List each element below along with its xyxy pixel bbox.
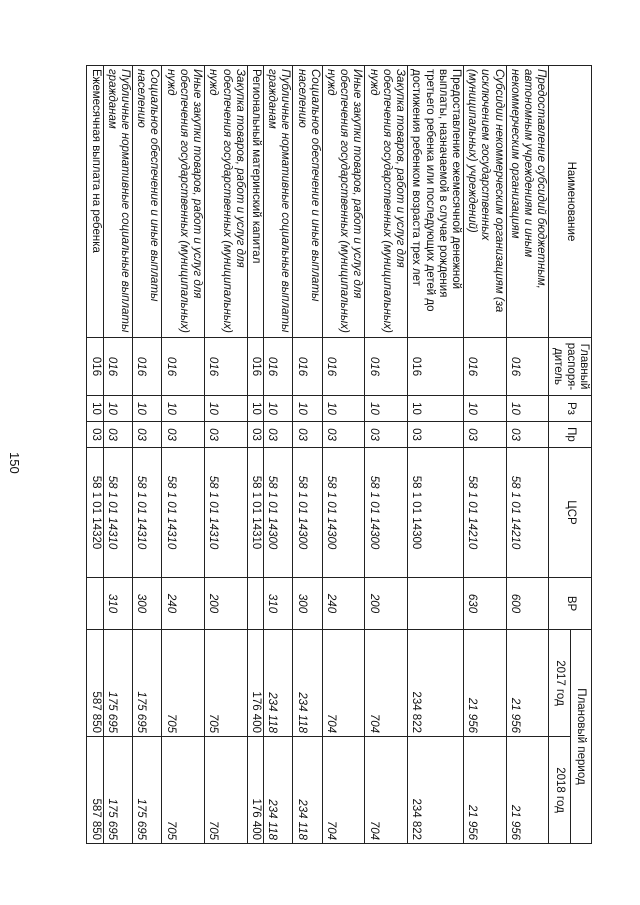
table-row xyxy=(103,66,132,844)
table-row xyxy=(133,66,162,844)
cell-name: Ежемесячная выплата на ребенка xyxy=(87,66,103,338)
cell-name: Региональный материнский капитал xyxy=(247,66,263,338)
header-csr: ЦСР xyxy=(549,448,592,578)
cell-value-2018: 705 xyxy=(205,737,248,844)
cell-value-2017: 234 118 xyxy=(263,630,292,737)
cell-vr xyxy=(87,578,103,630)
cell-value-2018: 175 695 xyxy=(133,737,162,844)
cell-rz: 10 xyxy=(365,396,408,422)
cell-admin: 016 xyxy=(162,338,205,396)
cell-admin: 016 xyxy=(87,338,103,396)
cell-csr: 58 1 01 14300 xyxy=(293,448,322,578)
budget-table xyxy=(86,65,592,844)
header-rz: Рз xyxy=(549,396,592,422)
cell-csr: 58 1 01 14310 xyxy=(205,448,248,578)
table-row xyxy=(506,66,549,844)
cell-csr: 58 1 01 14300 xyxy=(365,448,408,578)
cell-name: Иные закупки товаров, работ и услуг для обеспечения государственных (муниципальных) нужд xyxy=(162,66,205,338)
cell-name: Иные закупки товаров, работ и услуг для обеспечения государственных (муниципальных) нужд xyxy=(322,66,365,338)
table-row xyxy=(408,66,464,844)
cell-name: Предоставление субсидий бюджетным, автономным учреждениям и иным некоммерческим организациям xyxy=(506,66,549,338)
cell-value-2017: 175 695 xyxy=(133,630,162,737)
cell-vr: 300 xyxy=(293,578,322,630)
cell-value-2018: 704 xyxy=(322,737,365,844)
cell-csr: 58 1 01 14320 xyxy=(87,448,103,578)
cell-pr: 03 xyxy=(506,422,549,448)
cell-vr: 600 xyxy=(506,578,549,630)
page-number: 150 xyxy=(7,452,22,474)
cell-value-2018: 587 850 xyxy=(87,737,103,844)
cell-value-2018: 234 118 xyxy=(263,737,292,844)
cell-rz: 10 xyxy=(133,396,162,422)
header-admin: Главный распоря-дитель xyxy=(549,338,592,396)
cell-csr: 58 1 01 14310 xyxy=(162,448,205,578)
table-row xyxy=(247,66,263,844)
cell-vr: 240 xyxy=(162,578,205,630)
cell-value-2018: 176 400 xyxy=(247,737,263,844)
cell-value-2017: 705 xyxy=(205,630,248,737)
table-row xyxy=(162,66,205,844)
cell-csr: 58 1 01 14310 xyxy=(133,448,162,578)
cell-value-2017: 21 956 xyxy=(506,630,549,737)
table-row xyxy=(322,66,365,844)
cell-value-2017: 705 xyxy=(162,630,205,737)
cell-value-2018: 21 956 xyxy=(464,737,507,844)
cell-rz: 10 xyxy=(322,396,365,422)
cell-name: Публичные нормативные социальные выплаты гражданам xyxy=(103,66,132,338)
cell-admin: 016 xyxy=(408,338,464,396)
header-plan-period: Плановый период xyxy=(570,630,591,844)
cell-name: Социальное обеспечение и иные выплаты населению xyxy=(133,66,162,338)
cell-pr: 03 xyxy=(247,422,263,448)
cell-name: Социальное обеспечение и иные выплаты населению xyxy=(293,66,322,338)
cell-value-2017: 176 400 xyxy=(247,630,263,737)
cell-pr: 03 xyxy=(408,422,464,448)
cell-name: Закупка товаров, работ и услуг для обеспечения государственных (муниципальных) нужд xyxy=(205,66,248,338)
cell-pr: 03 xyxy=(133,422,162,448)
cell-csr: 58 1 01 14210 xyxy=(506,448,549,578)
table-row xyxy=(87,66,103,844)
cell-admin: 016 xyxy=(464,338,507,396)
cell-pr: 03 xyxy=(263,422,292,448)
header-name: Наименование xyxy=(549,66,592,338)
cell-admin: 016 xyxy=(293,338,322,396)
cell-admin: 016 xyxy=(103,338,132,396)
cell-admin: 016 xyxy=(247,338,263,396)
cell-vr: 240 xyxy=(322,578,365,630)
cell-rz: 10 xyxy=(87,396,103,422)
cell-name: Предоставление ежемесячной денежной выплаты, назначаемой в случае рождения третьего ребенка или последующих детей до достижения ребенком возраста трех лет xyxy=(408,66,464,338)
cell-name: Субсидии некоммерческим организациям (за исключением государственных (муниципальных) учреждений) xyxy=(464,66,507,338)
cell-csr: 58 1 01 14300 xyxy=(263,448,292,578)
cell-value-2018: 705 xyxy=(162,737,205,844)
cell-admin: 016 xyxy=(133,338,162,396)
cell-rz: 10 xyxy=(205,396,248,422)
cell-value-2017: 704 xyxy=(365,630,408,737)
cell-value-2018: 704 xyxy=(365,737,408,844)
cell-csr: 58 1 01 14210 xyxy=(464,448,507,578)
cell-pr: 03 xyxy=(464,422,507,448)
cell-vr: 630 xyxy=(464,578,507,630)
cell-rz: 10 xyxy=(103,396,132,422)
budget-table-container xyxy=(89,65,592,843)
cell-csr: 58 1 01 14300 xyxy=(322,448,365,578)
cell-vr: 200 xyxy=(365,578,408,630)
table-row xyxy=(263,66,292,844)
cell-pr: 03 xyxy=(162,422,205,448)
cell-pr: 03 xyxy=(103,422,132,448)
cell-value-2017: 234 118 xyxy=(293,630,322,737)
table-row xyxy=(365,66,408,844)
cell-admin: 016 xyxy=(365,338,408,396)
cell-vr: 200 xyxy=(205,578,248,630)
cell-pr: 03 xyxy=(87,422,103,448)
header-pr: Пр xyxy=(549,422,592,448)
cell-value-2017: 587 850 xyxy=(87,630,103,737)
cell-rz: 10 xyxy=(408,396,464,422)
table-row xyxy=(293,66,322,844)
cell-value-2017: 175 695 xyxy=(103,630,132,737)
cell-admin: 016 xyxy=(263,338,292,396)
cell-name: Публичные нормативные социальные выплаты гражданам xyxy=(263,66,292,338)
cell-pr: 03 xyxy=(322,422,365,448)
cell-rz: 10 xyxy=(506,396,549,422)
cell-admin: 016 xyxy=(205,338,248,396)
cell-rz: 10 xyxy=(293,396,322,422)
cell-vr: 300 xyxy=(133,578,162,630)
cell-name: Закупка товаров, работ и услуг для обеспечения государственных (муниципальных) нужд xyxy=(365,66,408,338)
cell-vr xyxy=(247,578,263,630)
cell-value-2018: 21 956 xyxy=(506,737,549,844)
cell-value-2018: 234 118 xyxy=(293,737,322,844)
cell-vr: 310 xyxy=(263,578,292,630)
cell-pr: 03 xyxy=(205,422,248,448)
cell-pr: 03 xyxy=(365,422,408,448)
cell-csr: 58 1 01 14300 xyxy=(408,448,464,578)
cell-value-2017: 21 956 xyxy=(464,630,507,737)
cell-value-2017: 704 xyxy=(322,630,365,737)
cell-value-2017: 234 822 xyxy=(408,630,464,737)
header-2018: 2018 год xyxy=(549,737,570,844)
header-vr: ВР xyxy=(549,578,592,630)
cell-value-2018: 175 695 xyxy=(103,737,132,844)
cell-pr: 03 xyxy=(293,422,322,448)
table-row xyxy=(464,66,507,844)
cell-vr xyxy=(408,578,464,630)
cell-csr: 58 1 01 14310 xyxy=(247,448,263,578)
cell-rz: 10 xyxy=(464,396,507,422)
cell-admin: 016 xyxy=(322,338,365,396)
cell-value-2018: 234 822 xyxy=(408,737,464,844)
cell-rz: 10 xyxy=(263,396,292,422)
table-row xyxy=(205,66,248,844)
header-2017: 2017 год xyxy=(549,630,570,737)
cell-admin: 016 xyxy=(506,338,549,396)
cell-csr: 58 1 01 14310 xyxy=(103,448,132,578)
cell-rz: 10 xyxy=(247,396,263,422)
table-body xyxy=(87,66,549,844)
cell-vr: 310 xyxy=(103,578,132,630)
cell-rz: 10 xyxy=(162,396,205,422)
